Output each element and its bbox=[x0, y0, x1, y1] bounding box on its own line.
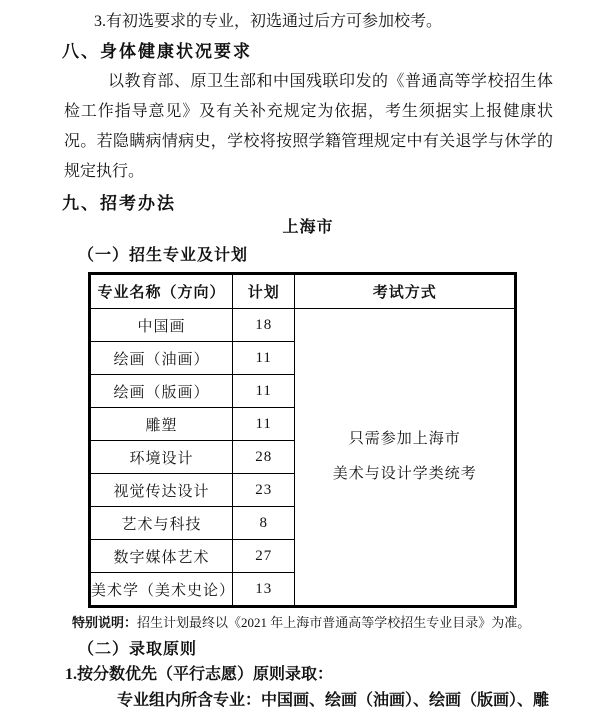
major-cell: 数字媒体艺术 bbox=[90, 540, 233, 573]
section-8-body: 以教育部、原卫生部和中国残联印发的《普通高等学校招生体检工作指导意见》及有关补充规定为依据，考生须据实上报健康状况。若隐瞒病情病史，学校将按照学籍管理规定中有关退学与休学的规定执行。 bbox=[64, 73, 553, 180]
major-cell: 美术学（美术史论） bbox=[90, 573, 233, 607]
special-note-text: 招生计划最终以《2021 年上海市普通高等学校招生专业目录》为准。 bbox=[137, 615, 531, 630]
header-major: 专业名称（方向） bbox=[90, 274, 233, 309]
plan-cell: 27 bbox=[233, 540, 295, 573]
plan-cell: 13 bbox=[233, 573, 295, 607]
special-note-label: 特别说明： bbox=[72, 615, 138, 630]
major-cell: 中国画 bbox=[90, 309, 233, 342]
plan-cell: 18 bbox=[233, 309, 295, 342]
section-9-heading: 九、招考办法 bbox=[62, 194, 176, 213]
subsection-2-heading: （二）录取原则 bbox=[78, 641, 198, 658]
major-cell: 艺术与科技 bbox=[90, 507, 233, 540]
special-note bbox=[72, 611, 569, 635]
major-cell: 环境设计 bbox=[90, 441, 233, 474]
plan-cell: 28 bbox=[233, 441, 295, 474]
plan-cell: 8 bbox=[233, 507, 295, 540]
plan-cell: 23 bbox=[233, 474, 295, 507]
subsection-1-heading: （一）招生专业及计划 bbox=[78, 247, 249, 264]
rule-1-detail: 专业组内所含专业：中国画、绘画（油画）、绘画（版画）、雕 bbox=[117, 692, 550, 709]
table-row bbox=[90, 309, 516, 342]
exam-method-line-2: 美术与设计学类统考 bbox=[332, 466, 477, 482]
header-exam-method: 考试方式 bbox=[295, 274, 516, 309]
major-cell: 雕塑 bbox=[90, 408, 233, 441]
city-title: 上海市 bbox=[282, 219, 334, 236]
enrollment-plan-table bbox=[88, 272, 517, 608]
major-cell: 绘画（油画） bbox=[90, 342, 233, 375]
rule-1-heading: 1.按分数优先（平行志愿）原则录取： bbox=[65, 666, 334, 683]
plan-cell: 11 bbox=[233, 375, 295, 408]
plan-cell: 11 bbox=[233, 408, 295, 441]
exam-method-cell bbox=[295, 309, 516, 607]
intro-list-item: 3.有初选要求的专业，初选通过后方可参加校考。 bbox=[94, 13, 443, 30]
section-8-heading: 八、身体健康状况要求 bbox=[62, 42, 252, 61]
header-plan: 计划 bbox=[233, 274, 295, 309]
exam-method-line-1: 只需参加上海市 bbox=[348, 431, 461, 447]
major-cell: 绘画（版画） bbox=[90, 375, 233, 408]
major-cell: 视觉传达设计 bbox=[90, 474, 233, 507]
plan-cell: 11 bbox=[233, 342, 295, 375]
table-header-row bbox=[90, 274, 516, 309]
